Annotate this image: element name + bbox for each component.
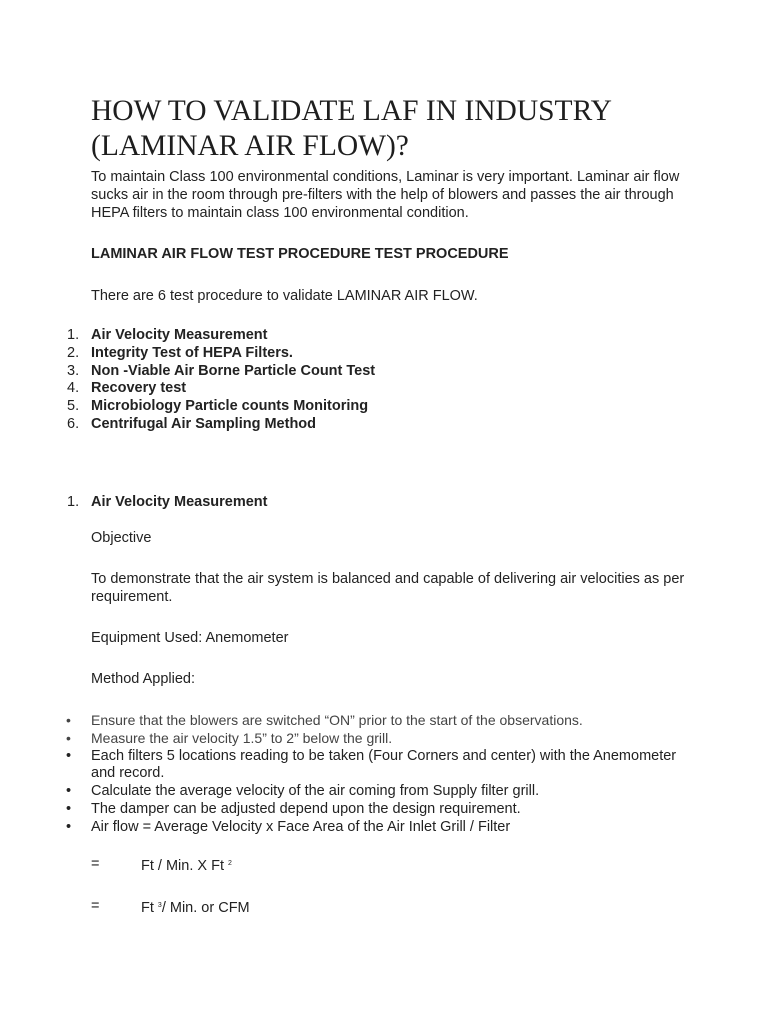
formula-expression <box>141 897 250 917</box>
list-number: 1. <box>67 327 80 343</box>
document-title: HOW TO VALIDATE LAF IN INDUSTRY (LAMINAR AIR FLOW)? <box>91 95 611 162</box>
equals-sign: = <box>91 856 100 872</box>
method-label: Method Applied: <box>91 671 195 687</box>
list-item-label: Integrity Test of HEPA Filters. <box>91 344 293 361</box>
procedure-list <box>0 327 700 434</box>
list-item-label: Non -Viable Air Borne Particle Count Test <box>91 362 376 379</box>
superscript: 2 <box>228 860 232 867</box>
bullet-icon: • <box>66 729 71 746</box>
subsection-heading <box>0 494 700 512</box>
list-number: 4. <box>67 380 80 397</box>
formula-text: Ft <box>141 900 158 916</box>
list-item <box>0 345 700 363</box>
bullet-icon: • <box>66 712 71 728</box>
list-item <box>0 363 700 381</box>
list-item-label: The damper can be adjusted depend upon the design requirement. <box>91 800 521 817</box>
equipment-used: Equipment Used: Anemometer <box>91 630 289 646</box>
list-item <box>0 380 700 398</box>
objective-label: Objective <box>91 530 152 546</box>
list-item-label: Air Velocity Measurement <box>91 327 268 343</box>
list-number: 5. <box>67 398 80 415</box>
bullet-icon: • <box>66 747 72 764</box>
bullet-icon: • <box>66 783 72 800</box>
method-steps-list <box>0 712 700 837</box>
list-item <box>0 494 700 512</box>
section-heading: LAMINAR AIR FLOW TEST PROCEDURE TEST PROCEDURE <box>91 246 509 262</box>
list-item <box>0 398 700 416</box>
list-item-label: Centrifugal Air Sampling Method <box>91 415 317 432</box>
formula-expression <box>141 855 232 875</box>
formula-text: Ft / Min. X Ft <box>141 858 229 874</box>
subsection-title: Air Velocity Measurement <box>91 494 268 510</box>
objective-text: To demonstrate that the air system is balanced and capable of delivering air velocities as per requirement. <box>91 571 685 605</box>
list-item <box>0 327 700 345</box>
list-number: 3. <box>67 362 80 379</box>
list-item <box>0 416 700 434</box>
list-item <box>0 748 700 784</box>
list-item-label: Calculate the average velocity of the air coming from Supply filter grill. <box>91 783 540 800</box>
list-item <box>0 712 700 730</box>
equals-sign: = <box>91 898 100 914</box>
list-item-label: Microbiology Particle counts Monitoring <box>91 398 369 415</box>
list-item-label: Measure the air velocity 1.5” to 2” below the grill. <box>91 729 393 746</box>
intro-paragraph: To maintain Class 100 environmental conditions, Laminar is very important. Laminar air flow sucks air in the room through pre-filters with the help of blowers and passes the air through HEPA filters to maintain class 100 environmental condition. <box>91 169 680 221</box>
procedure-count-statement: There are 6 test procedure to validate LAMINAR AIR FLOW. <box>91 288 478 304</box>
list-item <box>0 819 700 837</box>
list-item-label: Air flow = Average Velocity x Face Area of the Air Inlet Grill / Filter <box>91 818 511 835</box>
bullet-icon: • <box>66 818 72 835</box>
list-item-label: Each filters 5 locations reading to be taken (Four Corners and center) with the Anemometer and record. <box>91 747 677 782</box>
list-item <box>0 801 700 819</box>
bullet-icon: • <box>66 800 72 817</box>
list-item-label: Recovery test <box>91 380 187 397</box>
list-number: 6. <box>67 415 80 432</box>
formula-text: / Min. or CFM <box>161 900 250 916</box>
list-item <box>0 730 700 748</box>
list-item <box>0 783 700 801</box>
superscript: 3 <box>157 902 162 909</box>
list-number: 1. <box>67 494 80 510</box>
list-item-label: Ensure that the blowers are switched “ON” prior to the start of the observations. <box>91 712 583 728</box>
list-number: 2. <box>67 344 80 361</box>
